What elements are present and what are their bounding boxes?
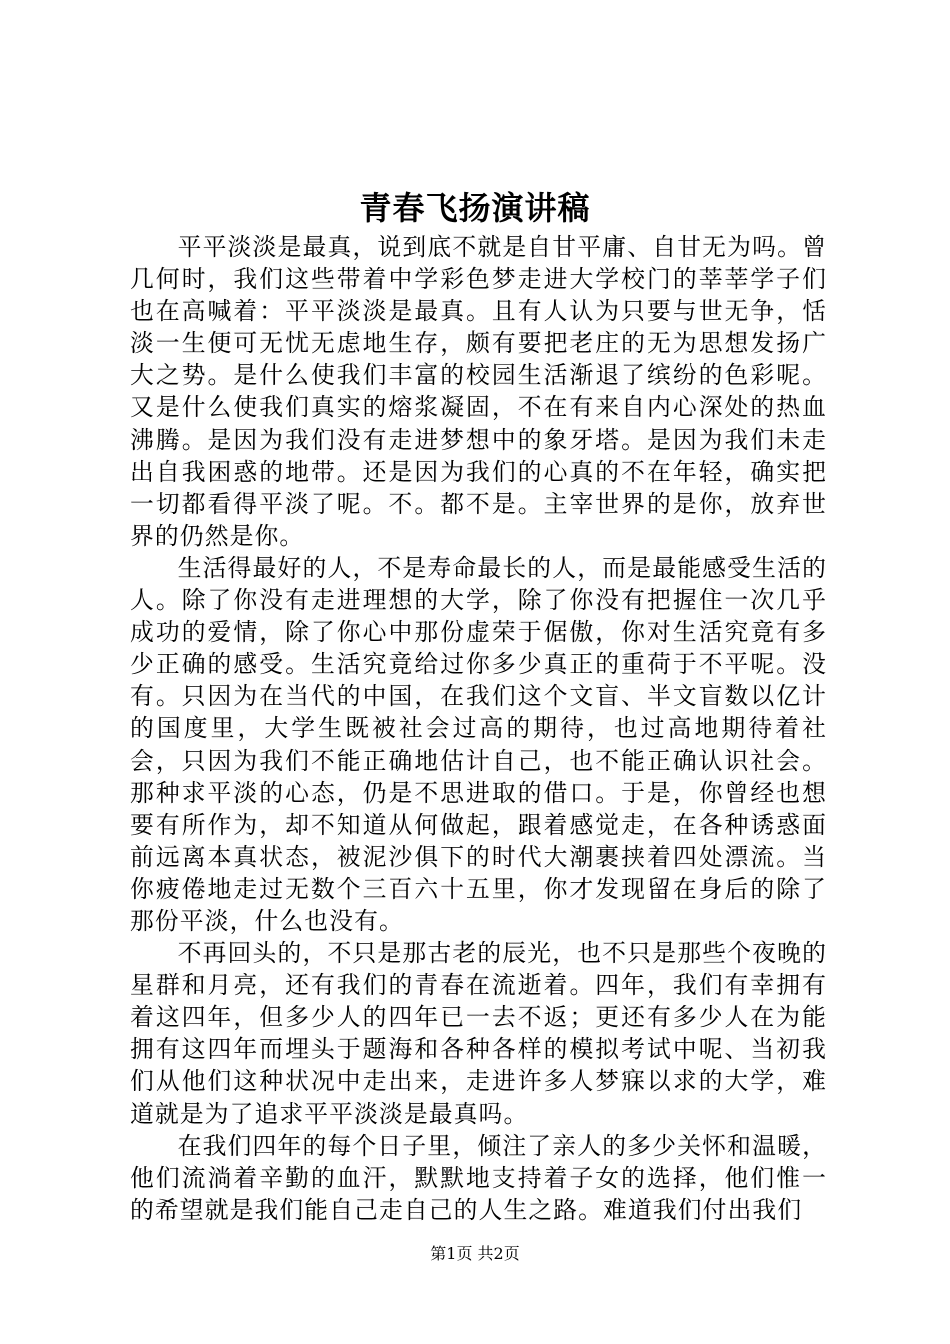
paragraph-3: 不再回头的，不只是那古老的辰光，也不只是那些个夜晚的星群和月亮，还有我们的青春在流逝着。四年，我们有幸拥有着这四年，但多少人的四年已一去不返；更还有多少人在为能拥有这四年而埋头于题海和各种各样的模拟考试中呢、当初我们从他们这种状况中走出来，走进许多人梦寐以求的大学，难道就是为了追求平平淡淡是最真吗。 xyxy=(130,939,827,1128)
paragraph-1: 平平淡淡是最真，说到底不就是自甘平庸、自甘无为吗。曾几何时，我们这些带着中学彩色梦走进大学校门的莘莘学子们也在高喊着：平平淡淡是最真。且有人认为只要与世无争，恬淡一生便可无忧无虑地生存，颇有要把老庄的无为思想发扬广大之势。是什么使我们丰富的校园生活渐退了缤纷的色彩呢。又是什么使我们真实的熔浆凝固，不在有来自内心深处的热血沸腾。是因为我们没有走进梦想中的象牙塔。是因为我们未走出自我困惑的地带。还是因为我们的心真的不在年轻，确实把一切都看得平淡了呢。不。都不是。主宰世界的是你，放弃世界的仍然是你。 xyxy=(130,233,827,550)
page-number-label: 第1页 共2页 xyxy=(430,1244,520,1263)
document-title: 青春飞扬演讲稿 xyxy=(359,189,591,227)
document-body xyxy=(130,231,827,1226)
page-footer xyxy=(0,1243,950,1265)
paragraph-4: 在我们四年的每个日子里，倾注了亲人的多少关怀和温暖，他们流淌着辛勤的血汗，默默地支持着子女的选择，他们惟一的希望就是我们能自己走自己的人生之路。难道我们付出我们 xyxy=(130,1131,827,1224)
paragraph-2: 生活得最好的人，不是寿命最长的人，而是最能感受生活的人。除了你没有走进理想的大学，除了你没有把握住一次几乎成功的爱情，除了你心中那份虚荣于倨傲，你对生活究竟有多少正确的感受。生活究竟给过你多少真正的重荷于不平呢。没有。只因为在当代的中国，在我们这个文盲、半文盲数以亿计的国度里，大学生既被社会过高的期待，也过高地期待着社会，只因为我们不能正确地估计自己，也不能正确认识社会。那种求平淡的心态，仍是不思进取的借口。于是，你曾经也想要有所作为，却不知道从何做起，跟着感觉走，在各种诱惑面前远离本真状态，被泥沙俱下的时代大潮裹挟着四处漂流。当你疲倦地走过无数个三百六十五里，你才发现留在身后的除了那份平淡，什么也没有。 xyxy=(130,553,827,935)
